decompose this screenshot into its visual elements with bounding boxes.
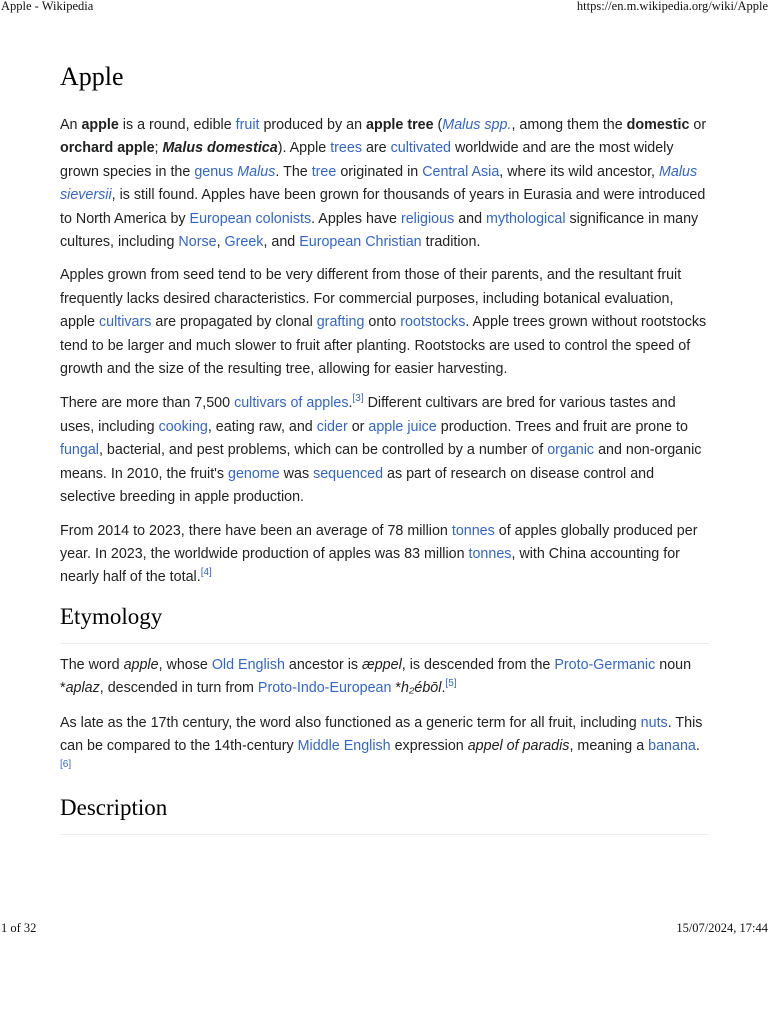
bold-term: apple <box>81 117 119 133</box>
text-run: expression <box>390 737 468 754</box>
wiki-link[interactable]: genome <box>228 465 280 482</box>
italic-term: h₂ébōl <box>401 680 442 697</box>
page-title-header: Apple - Wikipedia <box>1 0 94 13</box>
wiki-link[interactable]: tonnes <box>451 522 495 539</box>
text-run: , where its wild ancestor, <box>499 163 659 180</box>
text-run: , and <box>263 234 300 251</box>
text-run: of apples globally produced per year. In 2023, the worldwide production of apples was 83 million <box>60 522 698 562</box>
italic-term: apple <box>123 656 159 673</box>
wiki-link[interactable]: organic <box>547 442 595 459</box>
text-run: . Apples have <box>311 210 401 227</box>
italic-term: aplaz <box>65 680 100 697</box>
text-run: ; <box>154 140 163 157</box>
text-run: ). Apple <box>277 140 331 157</box>
text-run: is a round, edible <box>118 117 236 133</box>
citation-link[interactable]: [3] <box>352 393 364 405</box>
wiki-link[interactable]: Greek <box>224 234 264 251</box>
text-run: , meaning a <box>569 737 649 754</box>
wiki-link[interactable]: Norse <box>178 234 217 251</box>
text-run: , is descended from the <box>401 656 555 673</box>
text-run: are <box>361 140 391 157</box>
intro-paragraph-4 <box>60 520 709 590</box>
text-run: noun * <box>60 656 692 697</box>
citation-link[interactable]: [6] <box>60 759 72 771</box>
text-run: , descended in turn from <box>99 680 258 697</box>
text-run: significance in many cultures, including <box>60 210 699 251</box>
text-run: , bacterial, and pest problems, which can be controlled by a number of <box>98 442 548 459</box>
text-run: From 2014 to 2023, there have been an average of 78 million <box>60 522 452 539</box>
text-run: worldwide and are the most widely grown species in the <box>60 140 674 180</box>
text-run: . <box>695 737 700 754</box>
text-run: are propagated by clonal <box>151 314 317 331</box>
intro-paragraph-1 <box>60 114 709 254</box>
section-heading-etymology[interactable]: Etymology <box>60 602 709 644</box>
text-run: . This can be compared to the 14th-century <box>60 714 703 754</box>
wiki-link[interactable]: fruit <box>235 117 260 133</box>
wiki-link[interactable]: Central Asia <box>422 163 500 180</box>
section-heading-description[interactable]: Description <box>60 793 709 835</box>
wiki-link[interactable]: European colonists <box>189 210 312 227</box>
text-run: originated in <box>336 163 423 180</box>
intro-paragraph-3 <box>60 392 709 509</box>
text-run: ancestor is <box>284 656 363 673</box>
etymology-paragraph-2 <box>60 712 709 782</box>
wiki-link[interactable]: Malus sieversii <box>60 163 698 204</box>
text-run: * <box>391 680 401 697</box>
bold-italic-term: Malus domestica <box>162 140 278 157</box>
wiki-link[interactable]: genus <box>194 163 234 180</box>
bold-term: orchard apple <box>60 140 155 157</box>
wiki-link[interactable]: fungal <box>60 442 99 459</box>
wiki-link[interactable]: nuts <box>640 714 668 731</box>
wiki-link[interactable]: apple juice <box>368 418 437 435</box>
text-run: as part of research on disease control and selective breeding in apple production. <box>60 465 655 506</box>
bold-term: apple tree <box>366 117 434 133</box>
print-header <box>0 0 768 15</box>
citation-link[interactable]: [5] <box>445 678 457 690</box>
text-run: There are more than 7,500 <box>60 395 235 412</box>
text-run: and <box>454 210 487 227</box>
text-run: . <box>441 680 446 697</box>
text-run: , is still found. Apples have been grown for thousands of years in Eurasia and were introduced to North America by <box>60 187 706 227</box>
wiki-link[interactable]: Old English <box>211 656 285 673</box>
wiki-link[interactable]: tree <box>311 163 337 180</box>
wiki-link[interactable]: rootstocks <box>400 314 466 331</box>
page-counter: 1 of 32 <box>1 921 37 935</box>
text-run: production. Trees and fruit are prone to <box>436 418 688 435</box>
print-footer <box>0 921 768 937</box>
article-content <box>60 60 709 835</box>
text-run: , <box>216 234 225 251</box>
text-run: tradition. <box>421 234 481 251</box>
article-title: Apple <box>60 62 124 91</box>
page-url[interactable]: https://en.m.wikipedia.org/wiki/Apple <box>576 0 768 13</box>
text-run: . Apple trees grown without rootstocks tend to be larger and much slower to fruit after planting. Rootstocks are used to control the speed of growth and the size of the resulting tree, allowing for easier harvesting. <box>60 314 707 378</box>
print-datetime: 15/07/2024, 17:44 <box>676 921 768 935</box>
text-run: ( <box>433 117 443 133</box>
wiki-link[interactable]: cultivars of apples <box>234 395 349 412</box>
wiki-link[interactable]: cultivated <box>390 140 451 157</box>
text-run: An <box>60 117 82 133</box>
wiki-link[interactable]: Middle English <box>297 737 391 754</box>
wiki-link[interactable]: European Christian <box>299 234 422 251</box>
text-run: Different cultivars are bred for various tastes and uses, including <box>60 395 676 435</box>
text-run: produced by an <box>259 117 367 133</box>
text-run: , among them the <box>511 117 627 133</box>
intro-paragraph-2 <box>60 264 709 381</box>
wiki-link[interactable]: sequenced <box>313 465 384 482</box>
wiki-link[interactable]: grafting <box>316 314 365 331</box>
text-run: , whose <box>158 656 212 673</box>
text-run: and non-organic means. In 2010, the fruit's <box>60 442 702 482</box>
text-run: or <box>347 418 369 435</box>
text-run: . The <box>275 163 312 180</box>
text-run: As late as the 17th century, the word also functioned as a generic term for all fruit, including <box>60 714 641 731</box>
bold-term: domestic <box>626 117 690 133</box>
wiki-link[interactable]: cooking <box>158 418 208 435</box>
wiki-link[interactable]: Malus <box>237 163 276 180</box>
text-run: , with China accounting for nearly half of the total. <box>60 545 680 586</box>
citation-link[interactable]: [4] <box>200 567 212 579</box>
wiki-link[interactable]: cultivars <box>98 314 152 331</box>
text-run: , eating raw, and <box>207 418 317 435</box>
wiki-link[interactable]: trees <box>330 140 362 157</box>
wiki-link[interactable]: tonnes <box>468 545 512 562</box>
text-run: . <box>348 395 353 412</box>
italic-term: appel of paradis <box>467 737 570 754</box>
wiki-link[interactable]: religious <box>400 210 455 227</box>
wiki-link[interactable]: Proto-Indo-European <box>257 680 392 697</box>
text-run: onto <box>364 314 401 331</box>
wiki-link[interactable]: cider <box>316 418 348 435</box>
wiki-link[interactable]: banana <box>648 737 696 754</box>
wiki-link[interactable]: Proto-Germanic <box>554 656 656 673</box>
text-run: was <box>279 465 314 482</box>
text-run: Apples grown from seed tend to be very different from those of their parents, and the resultant fruit frequently lacks desired characteristics. For commercial purposes, including botanical evaluation, apple <box>60 267 682 331</box>
italic-term: æppel <box>362 656 402 673</box>
text-run: or <box>689 117 707 133</box>
wiki-link[interactable]: Malus spp. <box>442 117 512 133</box>
wiki-link[interactable]: mythological <box>486 210 566 227</box>
etymology-paragraph-1 <box>60 654 709 701</box>
text-run: The word <box>60 656 124 673</box>
